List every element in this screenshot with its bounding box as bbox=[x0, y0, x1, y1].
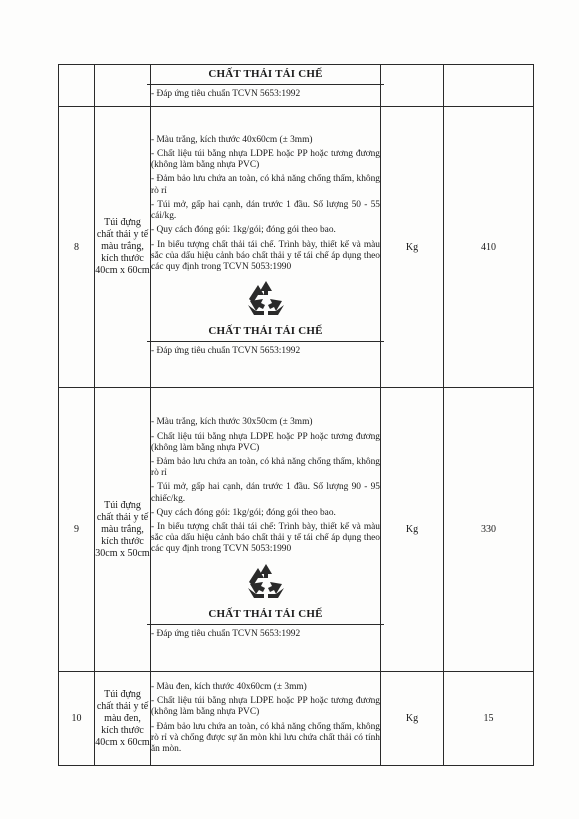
quantity: 410 bbox=[444, 107, 534, 388]
table-row bbox=[59, 388, 534, 672]
table-row bbox=[59, 65, 534, 107]
unit: Kg bbox=[381, 107, 444, 388]
spec-line: - Túi mở, gấp hai cạnh, dán trước 1 đầu. Số lượng 50 - 55 cái/kg. bbox=[151, 199, 380, 222]
item-name: Túi đựng chất thải y tế màu đen, kích thước 40cm x 60cm bbox=[95, 672, 151, 766]
row-number-cell bbox=[59, 65, 95, 107]
item-name-cell bbox=[95, 65, 151, 107]
quantity: 15 bbox=[444, 672, 534, 766]
spec-line: - In biểu tượng chất thải tái chế. Trình bày, thiết kế và màu sắc của dấu hiệu cảnh báo chất thải y tế tái chế áp dụng theo các quy định trong TCVN 5053:1990 bbox=[151, 239, 380, 272]
spec-line: - Đảm bảo lưu chứa an toàn, có khả năng chống thấm, không rò rỉ bbox=[151, 174, 380, 196]
row-number: 9 bbox=[59, 388, 95, 672]
standard-text: - Đáp ứng tiêu chuẩn TCVN 5653:1992 bbox=[151, 628, 301, 639]
spec-line: - Chất liệu túi bằng nhựa LDPE hoặc PP hoặc tương đương (không làm bằng nhựa PVC) bbox=[151, 431, 380, 453]
quantity: 330 bbox=[444, 388, 534, 672]
spec-line: - Màu đen, kích thước 40x60cm (± 3mm) bbox=[151, 681, 307, 692]
spec-line: - Màu trắng, kích thước 40x60cm (± 3mm) bbox=[151, 134, 313, 145]
spec-cell bbox=[151, 388, 381, 672]
spec-line: - In biểu tượng chất thải tái chế: Trình bày, thiết kế và màu sắc của dấu hiệu cảnh báo chất thải y tế tái chế áp dụng theo các quy định trong TCVN 5053:1990 bbox=[151, 522, 380, 555]
spec-line: - Chất liệu túi bằng nhựa LDPE hoặc PP hoặc tương đương (không làm bằng nhựa PVC) bbox=[151, 696, 380, 718]
row-number: 8 bbox=[59, 107, 95, 388]
spec-line: - Chất liệu túi bằng nhựa LDPE hoặc PP hoặc tương đương (không làm bằng nhựa PVC) bbox=[151, 149, 380, 171]
symbol-title: CHẤT THẢI TÁI CHẾ bbox=[208, 325, 323, 338]
table-row bbox=[59, 107, 534, 388]
recycle-icon bbox=[151, 562, 380, 602]
symbol-title: CHẤT THẢI TÁI CHẾ bbox=[208, 68, 323, 80]
recycle-icon bbox=[151, 279, 380, 319]
quantity-cell bbox=[444, 65, 534, 107]
spec-line: - Đảm bảo lưu chứa an toàn, có khả năng chống thấm, không rò rỉ và chống được sự ăn mòn khi lưu chứa chất thải có tính ăn mòn. bbox=[151, 721, 380, 754]
item-name: Túi đựng chất thải y tế màu trắng, kích thước 40cm x 60cm bbox=[95, 107, 151, 388]
spec-cell bbox=[151, 65, 381, 107]
item-name: Túi đựng chất thải y tế màu trắng, kích thước 30cm x 50cm bbox=[95, 388, 151, 672]
standard-text: - Đáp ứng tiêu chuẩn TCVN 5653:1992 bbox=[151, 346, 301, 357]
symbol-title: CHẤT THẢI TÁI CHẾ bbox=[208, 607, 323, 620]
spec-line: - Túi mở, gấp hai cạnh, dán trước 1 đầu. Số lượng 90 - 95 chiếc/kg. bbox=[151, 482, 380, 504]
unit-cell bbox=[381, 65, 444, 107]
spec-line: - Quy cách đóng gói: 1kg/gói; đóng gói theo bao. bbox=[151, 225, 336, 236]
unit: Kg bbox=[381, 672, 444, 766]
table-row bbox=[59, 672, 534, 766]
spec-cell bbox=[151, 672, 381, 766]
standard-text: - Đáp ứng tiêu chuẩn TCVN 5653:1992 bbox=[151, 89, 301, 99]
spec-line: - Quy cách đóng gói: 1kg/gói; đóng gói theo bao. bbox=[151, 507, 336, 518]
unit: Kg bbox=[381, 388, 444, 672]
specification-table bbox=[58, 64, 534, 766]
spec-line: - Đảm bảo lưu chứa an toàn, có khả năng chống thấm, không rò rỉ bbox=[151, 456, 380, 479]
spec-cell bbox=[151, 107, 381, 388]
spec-line: - Màu trắng, kích thước 30x50cm (± 3mm) bbox=[151, 417, 313, 428]
row-number: 10 bbox=[59, 672, 95, 766]
